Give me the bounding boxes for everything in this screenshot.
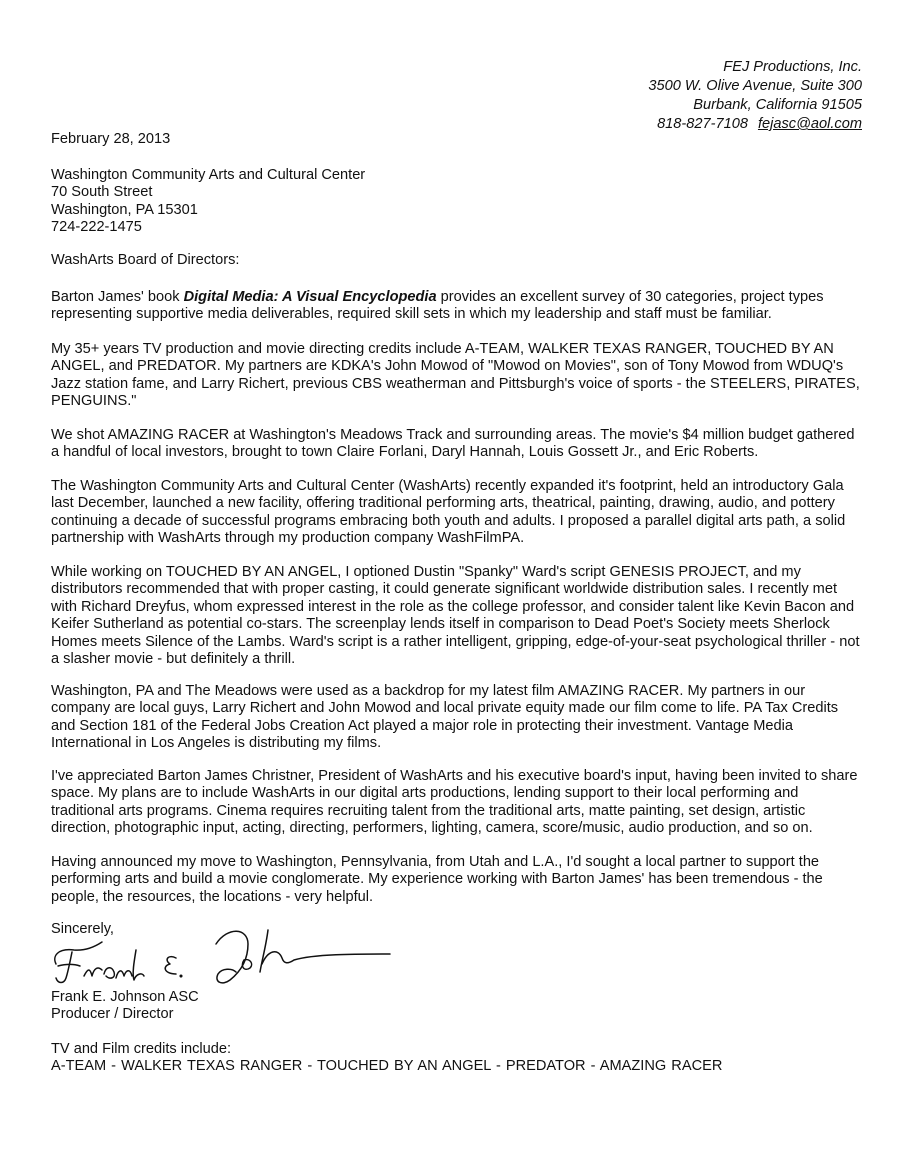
- paragraph-1-pre: Barton James' book: [51, 289, 184, 305]
- recipient-city: Washington, PA 15301: [51, 201, 198, 218]
- paragraph-move: Having announced my move to Washington, Pennsylvania, from Utah and L.A., I'd sought a local partner to support the performing arts and build a movie conglomerate. My experience working with Barton James' has been tremendous - the people, the resources, the locations - very helpful.: [51, 854, 823, 905]
- handwritten-signature: [44, 920, 394, 992]
- paragraph-book-intro: [51, 289, 863, 324]
- sender-address-block: [648, 58, 862, 134]
- sender-city: Burbank, California 91505: [693, 97, 862, 113]
- salutation: WashArts Board of Directors:: [51, 252, 240, 268]
- book-title: Digital Media: A Visual Encyclopedia: [183, 289, 437, 305]
- paragraph-meadows: Washington, PA and The Meadows were used as a backdrop for my latest film AMAZING RACER. My partners in our company are local guys, Larry Richert and John Mowod and local private equity made our film come to life. PA Tax Credits and Section 181 of the Federal Jobs Creation Act played a major role in protecting their investment. Vantage Media International in Los Angeles is distributing my films.: [51, 683, 839, 752]
- recipient-street: 70 South Street: [51, 184, 153, 201]
- sender-company: FEJ Productions, Inc.: [723, 59, 862, 75]
- sender-phone: 818-827-7108: [657, 116, 748, 132]
- credits-list: A-TEAM - WALKER TEXAS RANGER - TOUCHED BY AN ANGEL - PREDATOR - AMAZING RACER: [51, 1058, 723, 1074]
- paragraph-credits: My 35+ years TV production and movie directing credits include A-TEAM, WALKER TEXAS RANGER, TOUCHED BY AN ANGEL, and PREDATOR. My partners are KDKA's John Mowod of "Mowod on Movies", son of Tony Mowod from WDUQ's Jazz station fame, and Larry Richert, previous CBS weatherman and Pittsburgh's voice of sports - the STEELERS, PIRATES, PENGUINS.": [51, 341, 860, 410]
- recipient-address-block: [51, 167, 365, 237]
- paragraph-1-post: provides an excellent survey of 30 categories, project types representing supportive media deliverables, required skill sets in which my leadership and staff must be familiar.: [51, 289, 824, 323]
- letter-date: February 28, 2013: [51, 131, 171, 147]
- sender-street: 3500 W. Olive Avenue, Suite 300: [648, 78, 862, 94]
- recipient-phone: 724-222-1475: [51, 219, 142, 236]
- sender-contact-line: [648, 115, 862, 134]
- sender-email-link[interactable]: fejasc@aol.com: [757, 116, 862, 132]
- credits-label: TV and Film credits include:: [51, 1041, 232, 1057]
- paragraph-appreciation: I've appreciated Barton James Christner, President of WashArts and his executive board's input, having been invited to share space. My plans are to include WashArts in our digital arts productions, lending support to their local performing and traditional arts programs. Cinema requires recruiting talent from the traditional arts, matte painting, set design, artistic direction, photographic input, acting, directing, performers, lighting, camera, score/music, audio production, and so on.: [51, 768, 858, 837]
- paragraph-genesis-project: While working on TOUCHED BY AN ANGEL, I optioned Dustin "Spanky" Ward's script GENESIS PROJECT, and my distributors recommended that with proper casting, it could generate significant worldwide distribution sales. I recently met with Richard Dreyfus, whom expressed interest in the role as the college professor, and consider talent like Kevin Bacon and Keifer Sutherland as potential co-stars. The screenplay lends itself in comparison to Dead Poet's Society meets Sherlock Homes meets Silence of the Lambs. Ward's script is a rather intelligent, gripping, edge-of-your-seat psychological thriller - not a slasher movie - but definitely a thrill.: [51, 564, 860, 668]
- signer-title: Producer / Director: [51, 1006, 174, 1023]
- recipient-name: Washington Community Arts and Cultural Center: [51, 167, 366, 183]
- closing: Sincerely,: [51, 921, 114, 937]
- signer-block: [51, 989, 199, 1024]
- paragraph-amazing-racer: We shot AMAZING RACER at Washington's Meadows Track and surrounding areas. The movie's $4 million budget gathered a handful of local investors, brought to town Claire Forlani, Daryl Hannah, Louis Gossett Jr., and Eric Roberts.: [51, 427, 855, 461]
- paragraph-washarts: The Washington Community Arts and Cultural Center (WashArts) recently expanded it's footprint, held an introductory Gala last December, launched a new facility, offering traditional performing arts, theatrical, painting, drawing, audio, and pottery continuing a decade of successful programs embracing both youth and adults. I proposed a parallel digital arts path, a solid partnership with WashArts through my production company WashFilmPA.: [51, 478, 846, 547]
- signer-name: Frank E. Johnson ASC: [51, 989, 199, 1005]
